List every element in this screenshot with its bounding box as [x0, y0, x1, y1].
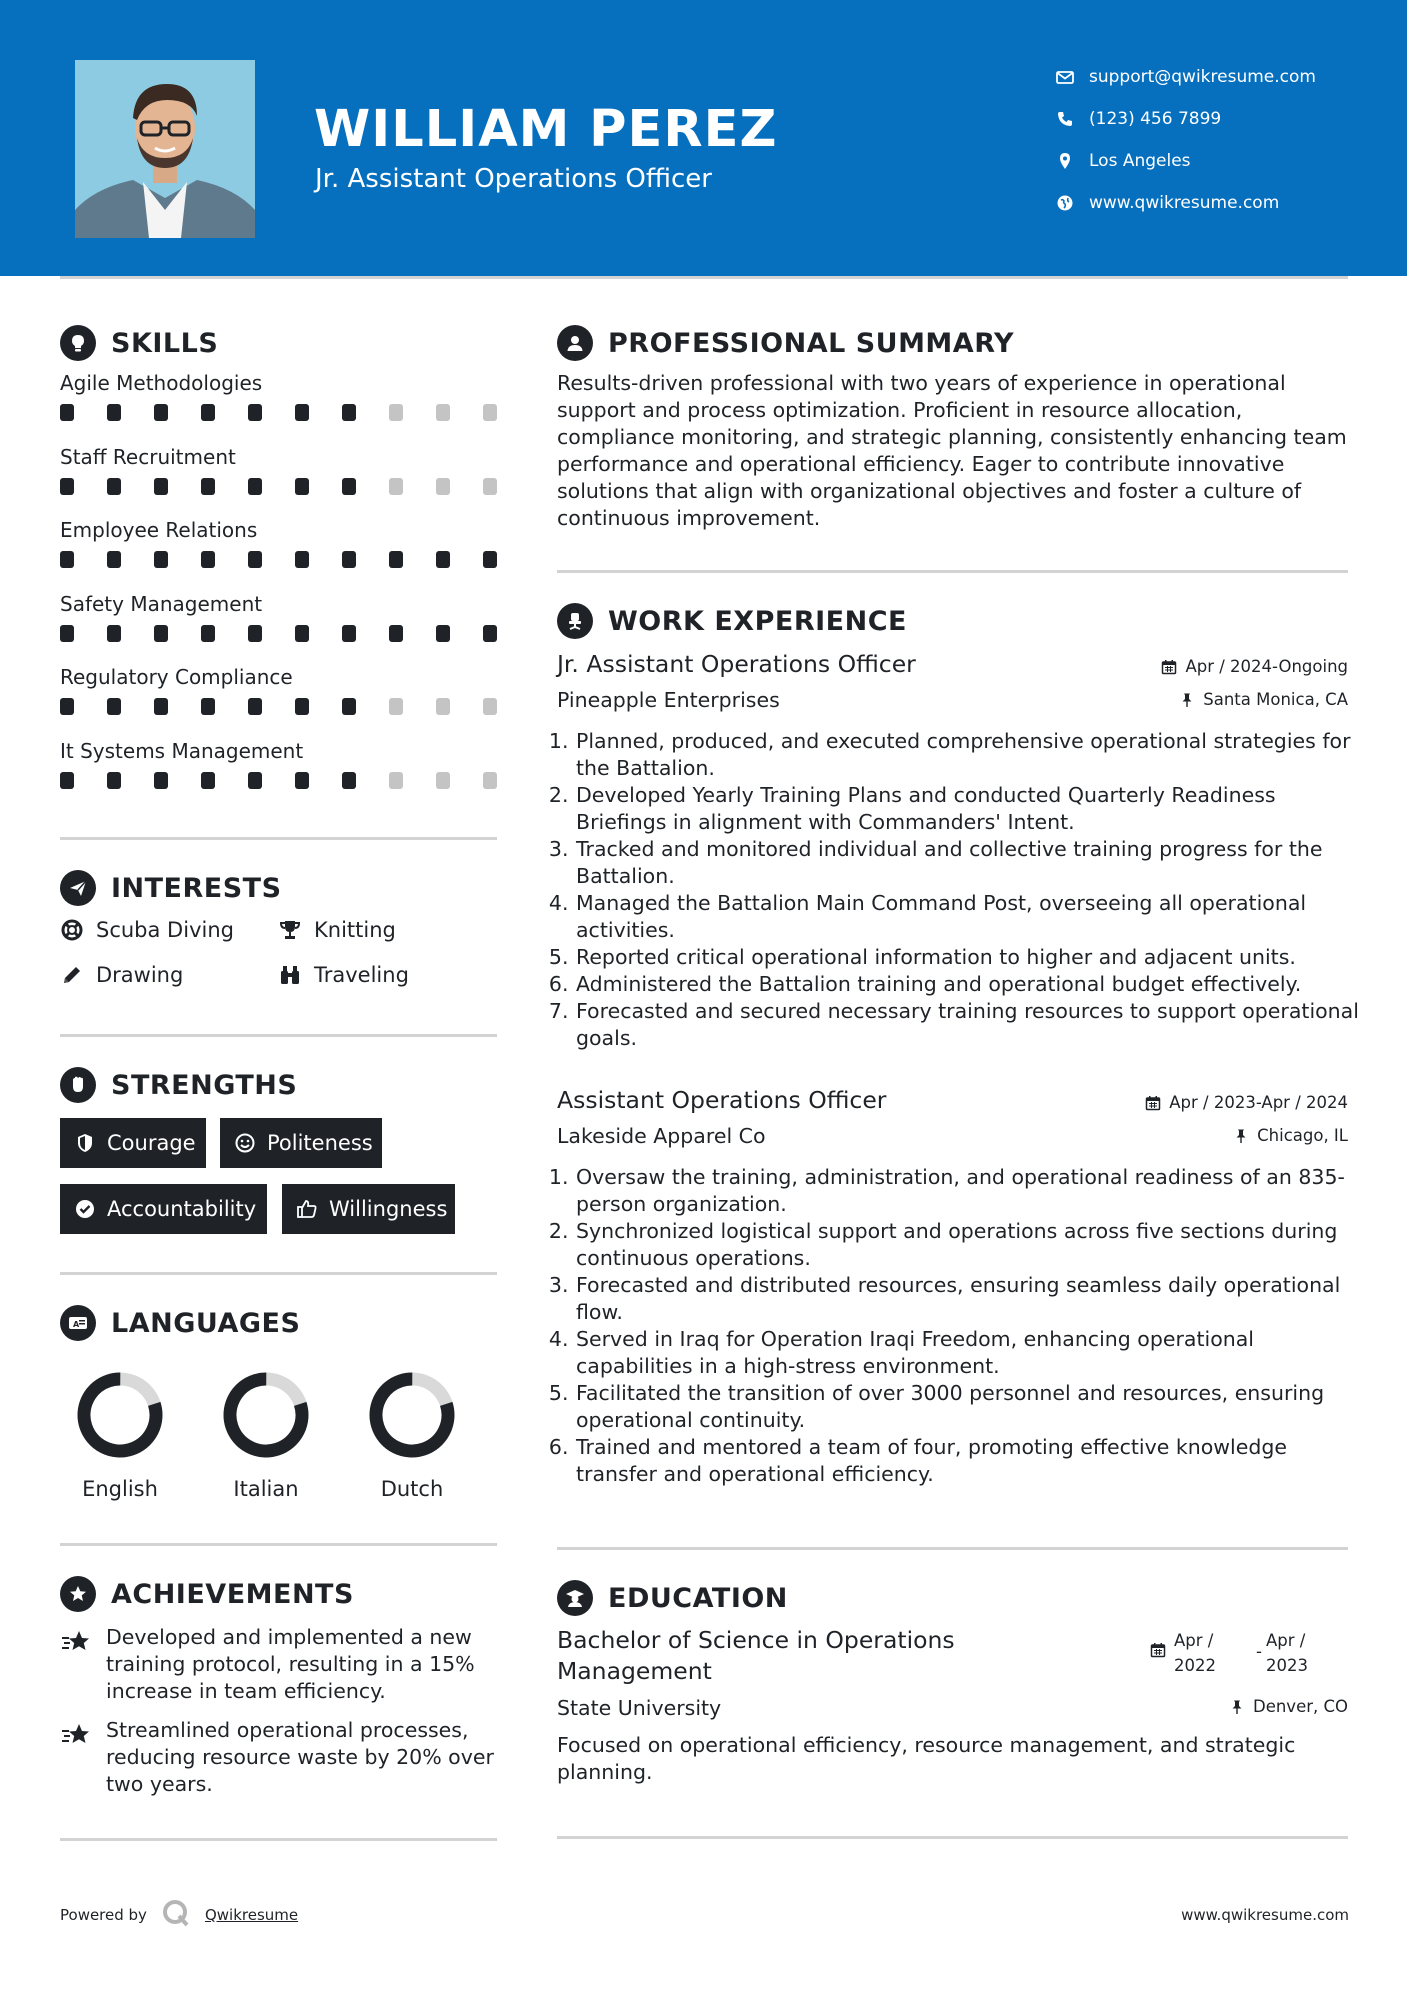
star-icon	[60, 1719, 92, 1751]
achievement-item: Streamlined operational processes, reducing resource waste by 20% over two years.	[60, 1717, 505, 1798]
responsibility-item: 2. Synchronized logistical support and operations across five sections during continuous operations.	[575, 1218, 1365, 1272]
header-divider	[60, 276, 1348, 279]
push-pin-icon	[1233, 1128, 1249, 1144]
skill-rating	[60, 619, 500, 645]
language-item	[60, 1369, 180, 1501]
skill-dot-empty	[436, 698, 450, 715]
experience-divider	[557, 1547, 1348, 1550]
responsibility-item: 3. Tracked and monitored individual and collective training progress for the Battalion.	[575, 836, 1365, 890]
skill-dot-empty	[389, 404, 403, 421]
skill-dot-filled	[295, 478, 309, 495]
skill-item	[60, 662, 500, 718]
skill-dot-filled	[201, 698, 215, 715]
language-ring-fill	[221, 1370, 312, 1461]
push-pin-icon	[1179, 692, 1195, 708]
skill-dot-filled	[154, 625, 168, 642]
shield-icon	[74, 1132, 96, 1154]
skill-dot-filled	[154, 404, 168, 421]
skill-dot-filled	[248, 625, 262, 642]
company-name: Pineapple Enterprises	[557, 688, 780, 712]
skill-dot-filled	[342, 478, 356, 495]
thumbs-up-icon	[296, 1198, 318, 1220]
responsibility-item: 4. Served in Iraq for Operation Iraqi Freedom, enhancing operational capabilities in a high-stress environment.	[575, 1326, 1365, 1380]
map-pin-icon	[1055, 151, 1075, 171]
skill-dot-filled	[483, 625, 497, 642]
skill-dot-filled	[60, 772, 74, 789]
skill-dot-filled	[107, 404, 121, 421]
skill-item	[60, 368, 500, 424]
interest-item: Traveling	[278, 963, 409, 987]
languages-heading: A LANGUAGES	[60, 1305, 300, 1341]
paper-plane-icon	[60, 870, 96, 906]
language-level-ring	[220, 1369, 312, 1461]
calendar-icon	[1150, 1642, 1166, 1658]
svg-text:A: A	[73, 1320, 80, 1329]
job-responsibilities	[557, 728, 1365, 1052]
job-title: Jr. Assistant Operations Officer	[557, 650, 916, 678]
check-circle-icon	[74, 1198, 96, 1220]
skill-item	[60, 589, 500, 645]
strength-badge: Politeness	[220, 1118, 382, 1168]
skill-dot-empty	[436, 478, 450, 495]
envelope-icon	[1055, 67, 1075, 87]
strength-badge: Willingness	[282, 1184, 455, 1234]
skill-dot-filled	[248, 404, 262, 421]
language-ring-fill	[75, 1370, 166, 1461]
skill-dot-filled	[342, 772, 356, 789]
job-dates: Apr / 2023-Apr / 2024	[1145, 1093, 1348, 1112]
skill-dot-filled	[60, 404, 74, 421]
skill-rating	[60, 545, 500, 571]
language-name: Dutch	[380, 1477, 444, 1501]
contact-location: Los Angeles	[1055, 140, 1316, 182]
language-level-ring	[74, 1369, 166, 1461]
interest-item: Drawing	[60, 963, 183, 987]
contact-website[interactable]: www.qwikresume.com	[1055, 182, 1316, 224]
responsibility-item: 4. Managed the Battalion Main Command Post, overseeing all operational activities.	[575, 890, 1365, 944]
skill-dot-filled	[201, 625, 215, 642]
interest-item: Knitting	[278, 918, 396, 942]
strengths-heading: STRENGTHS	[60, 1067, 297, 1103]
strengths-divider	[60, 1272, 497, 1275]
skill-dot-filled	[248, 478, 262, 495]
skill-dot-filled	[436, 551, 450, 568]
skill-dot-filled	[248, 772, 262, 789]
skill-dot-filled	[436, 625, 450, 642]
star-badge-icon	[60, 1576, 96, 1612]
job-dates: Apr / 2024-Ongoing	[1161, 657, 1348, 676]
skill-dot-filled	[201, 551, 215, 568]
interests-heading: INTERESTS	[60, 870, 282, 906]
skill-dot-empty	[483, 772, 497, 789]
phone-icon	[1055, 109, 1075, 129]
smile-icon	[234, 1132, 256, 1154]
fist-icon	[60, 1067, 96, 1103]
language-name: Italian	[233, 1477, 299, 1501]
skill-dot-filled	[154, 478, 168, 495]
skill-item	[60, 515, 500, 571]
skill-dot-empty	[483, 404, 497, 421]
job-title: Assistant Operations Officer	[557, 1086, 887, 1114]
skill-name: Regulatory Compliance	[60, 665, 293, 689]
language-ring-fill	[367, 1370, 458, 1461]
company-name: Lakeside Apparel Co	[557, 1124, 766, 1148]
skill-dot-filled	[389, 625, 403, 642]
skill-name: Agile Methodologies	[60, 371, 263, 395]
qwikresume-logo-icon	[161, 1898, 191, 1932]
experience-heading: WORK EXPERIENCE	[557, 603, 907, 639]
skill-dot-filled	[342, 698, 356, 715]
skill-dot-filled	[154, 698, 168, 715]
summary-heading: PROFESSIONAL SUMMARY	[557, 325, 1014, 361]
skill-dot-empty	[389, 772, 403, 789]
degree-title: Bachelor of Science in Operations Management	[557, 1626, 955, 1685]
language-item	[206, 1369, 326, 1501]
skill-name: Employee Relations	[60, 518, 258, 542]
job-responsibilities	[557, 1164, 1365, 1488]
skill-dot-empty	[389, 478, 403, 495]
skill-rating	[60, 398, 500, 424]
skill-dot-filled	[107, 772, 121, 789]
achievement-item: Developed and implemented a new training protocol, resulting in a 15% increase in team efficiency.	[60, 1624, 505, 1705]
summary-text: Results-driven professional with two years of experience in operational support and process optimization. Proficient in resource allocation, compliance monitoring, and strategic planning, consistently enhancing team performance and operational efficiency. Eager to contribute innovative solutions that align with organizational objectives and foster a culture of continuous improvement.	[557, 371, 1347, 530]
candidate-title: Jr. Assistant Operations Officer	[315, 164, 712, 194]
binoculars-icon	[278, 963, 302, 987]
summary-divider	[557, 570, 1348, 573]
skill-dot-filled	[295, 625, 309, 642]
skill-name: Safety Management	[60, 591, 263, 616]
school-name: State University	[557, 1696, 722, 1720]
education-divider	[557, 1836, 1348, 1839]
skill-dot-empty	[483, 698, 497, 715]
skill-dot-filled	[295, 698, 309, 715]
skill-dot-filled	[295, 404, 309, 421]
life-ring-icon	[60, 918, 84, 942]
languages-divider	[60, 1543, 497, 1546]
language-level-ring	[366, 1369, 458, 1461]
skill-name: It Systems Management	[60, 738, 304, 763]
skill-dot-filled	[201, 404, 215, 421]
strength-badge: Courage	[60, 1118, 206, 1168]
skill-dot-empty	[436, 404, 450, 421]
skill-dot-filled	[483, 551, 497, 568]
user-icon	[557, 325, 593, 361]
pencil-icon	[60, 963, 84, 987]
header-banner	[0, 0, 1407, 276]
skill-dot-empty	[483, 478, 497, 495]
globe-icon	[1055, 193, 1075, 213]
contact-email[interactable]: support@qwikresume.com	[1055, 56, 1316, 98]
skill-name: Staff Recruitment	[60, 444, 236, 469]
trophy-icon	[278, 918, 302, 942]
education-location: Denver, CO	[1229, 1697, 1348, 1716]
responsibility-item: 6. Administered the Battalion training and operational budget effectively.	[575, 971, 1365, 998]
achievements-heading: ACHIEVEMENTS	[60, 1576, 354, 1612]
graduate-icon	[557, 1580, 593, 1616]
responsibility-item: 7. Forecasted and secured necessary training resources to support operational goals.	[575, 998, 1365, 1052]
responsibility-item: 3. Forecasted and distributed resources, ensuring seamless daily operational flow.	[575, 1272, 1365, 1326]
skill-dot-filled	[201, 478, 215, 495]
skill-dot-filled	[342, 625, 356, 642]
responsibility-item: 1. Planned, produced, and executed comprehensive operational strategies for the Battalion.	[575, 728, 1365, 782]
office-chair-icon	[557, 603, 593, 639]
responsibility-item: 6. Trained and mentored a team of four, promoting effective knowledge transfer and operational efficiency.	[575, 1434, 1365, 1488]
calendar-icon	[1161, 659, 1177, 675]
skill-item	[60, 442, 500, 498]
skill-dot-filled	[154, 772, 168, 789]
skill-dot-filled	[60, 625, 74, 642]
footer-website[interactable]: www.qwikresume.com	[1181, 1906, 1349, 1924]
skill-dot-filled	[389, 551, 403, 568]
skill-rating	[60, 472, 500, 498]
education-description: Focused on operational efficiency, resource management, and strategic planning.	[557, 1733, 1296, 1784]
skill-dot-empty	[389, 698, 403, 715]
calendar-icon	[1145, 1095, 1161, 1111]
skills-divider	[60, 837, 497, 840]
language-name: English	[82, 1477, 158, 1501]
skill-dot-filled	[60, 698, 74, 715]
skill-dot-filled	[154, 551, 168, 568]
skill-dot-filled	[201, 772, 215, 789]
skill-dot-filled	[107, 478, 121, 495]
skill-dot-empty	[436, 772, 450, 789]
skill-dot-filled	[107, 551, 121, 568]
achievements-divider	[60, 1838, 497, 1841]
strength-badge: Accountability	[60, 1184, 267, 1234]
interest-item: Scuba Diving	[60, 918, 234, 942]
skill-dot-filled	[295, 551, 309, 568]
skill-rating	[60, 692, 500, 718]
language-item	[352, 1369, 472, 1501]
responsibility-item: 1. Oversaw the training, administration, and operational readiness of an 835-person organization.	[575, 1164, 1365, 1218]
language-card-icon	[60, 1305, 96, 1341]
lightbulb-icon	[60, 325, 96, 361]
footer-powered-by: Powered by Qwikresume	[60, 1898, 298, 1932]
education-dates: Apr / 2022 - Apr / 2023	[1150, 1628, 1308, 1678]
responsibility-item: 5. Reported critical operational information to higher and adjacent units.	[575, 944, 1365, 971]
contact-phone[interactable]: (123) 456 7899	[1055, 98, 1316, 140]
skill-dot-filled	[342, 551, 356, 568]
interests-divider	[60, 1034, 497, 1037]
responsibility-item: 5. Facilitated the transition of over 3000 personnel and resources, ensuring operational continuity.	[575, 1380, 1365, 1434]
skill-item	[60, 736, 500, 792]
skill-dot-filled	[107, 698, 121, 715]
skill-dot-filled	[295, 772, 309, 789]
skill-dot-filled	[342, 404, 356, 421]
job-location: Chicago, IL	[1233, 1126, 1348, 1145]
push-pin-icon	[1229, 1699, 1245, 1715]
skill-rating	[60, 766, 500, 792]
skill-dot-filled	[248, 551, 262, 568]
job-location: Santa Monica, CA	[1179, 690, 1348, 709]
qwikresume-link[interactable]: Qwikresume	[204, 1906, 299, 1924]
skill-dot-filled	[60, 551, 74, 568]
education-heading: EDUCATION	[557, 1580, 788, 1616]
star-icon	[60, 1626, 92, 1658]
skill-dot-filled	[107, 625, 121, 642]
profile-photo	[75, 60, 255, 238]
skills-heading: SKILLS	[60, 325, 218, 361]
responsibility-item: 2. Developed Yearly Training Plans and conducted Quarterly Readiness Briefings in alignment with Commanders' Intent.	[575, 782, 1365, 836]
candidate-name: WILLIAM PEREZ	[314, 100, 778, 159]
skill-dot-filled	[60, 478, 74, 495]
skill-dot-filled	[248, 698, 262, 715]
contact-list	[1055, 56, 1316, 224]
